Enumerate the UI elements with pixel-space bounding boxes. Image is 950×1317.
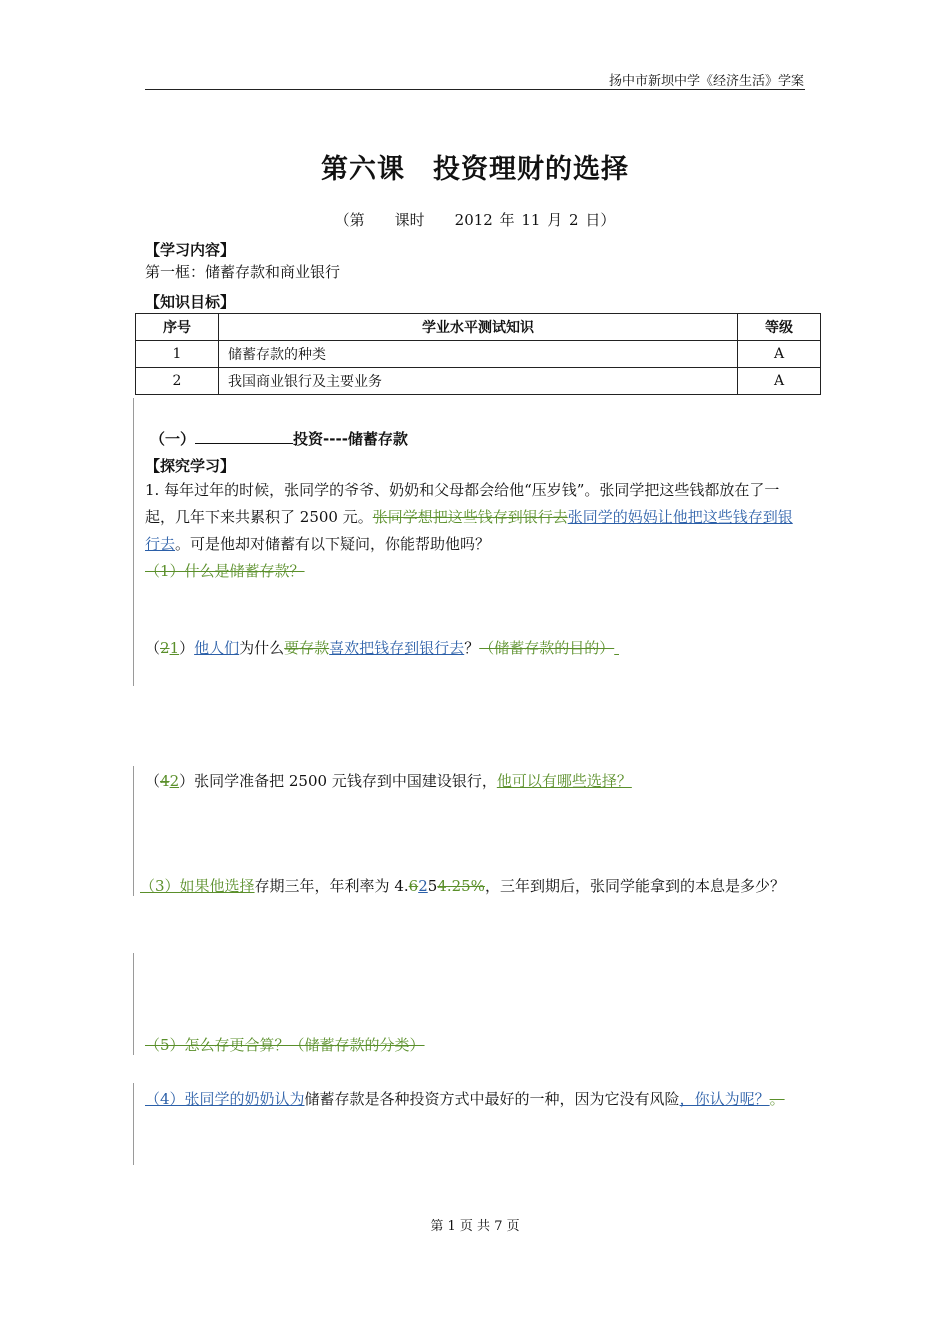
table-cell-topic: 我国商业银行及主要业务 — [219, 368, 738, 395]
qf-inserted-tail: ，你认为呢？ — [679, 1090, 770, 1108]
question-c — [145, 768, 632, 795]
change-bar — [133, 1083, 134, 1165]
qf-text: 储蓄存款是各种投资方式中最好的一种，因为它没有风险 — [304, 1090, 680, 1108]
lesson-subtitle: （第 课时 2012 年 11 月 2 日） — [334, 211, 616, 229]
change-bar — [133, 398, 134, 686]
qb-inserted-tail — [614, 639, 619, 657]
table-cell-no: 2 — [136, 368, 219, 395]
qb-inserted-num: 1 — [169, 639, 180, 657]
question-1 — [145, 477, 807, 558]
table-header-no: 序号 — [136, 314, 219, 341]
part1-prefix: （一） — [150, 430, 196, 448]
question-a — [145, 558, 305, 585]
table-header-topic: 学业水平测试知识 — [219, 314, 738, 341]
question-f — [145, 1086, 807, 1113]
table-row — [136, 368, 821, 395]
section-content-line: 第一框：储蓄存款和商业银行 — [145, 263, 341, 281]
q1-inserted-text: 张同学的妈妈让他把这些钱存到银行去 — [145, 508, 793, 553]
table-header-row — [136, 314, 821, 341]
q1-text: 1. 每年过年的时候，张同学的爷爷、奶奶和父母都会给他“压岁钱”。张同学把这些钱都放在了一起，几年下来共累积了 2500 元。 — [145, 481, 780, 526]
question-b — [145, 635, 619, 662]
qd-inserted-digit: 2 — [418, 877, 428, 895]
table-cell-no: 1 — [136, 341, 219, 368]
qb-open: （ — [145, 639, 161, 657]
qc-deleted-num: 4 — [160, 772, 170, 790]
question-d — [140, 873, 807, 900]
section-heading-goals: 【知识目标】 — [145, 293, 236, 311]
q1-text-end: 。可是他却对储蓄有以下疑问，你能帮助他吗？ — [175, 535, 491, 553]
qd-deleted-digit: 6 — [408, 877, 419, 895]
page-footer: 第 1 页 共 7 页 — [430, 1219, 520, 1234]
knowledge-goals-table — [135, 313, 821, 395]
part1-heading — [150, 428, 408, 449]
qd-text: 存期三年，年利率为 4. — [254, 877, 409, 895]
qb-question-mark: ？ — [464, 639, 480, 657]
section-heading-explore: 【探究学习】 — [145, 457, 236, 475]
qd-text-end: ，三年到期后，张同学能拿到的本息是多少？ — [484, 877, 785, 895]
fill-blank[interactable] — [195, 429, 293, 444]
lesson-title: 第六课 投资理财的选择 — [321, 154, 629, 185]
qb-close: ） — [179, 639, 195, 657]
qd-inserted-lead: （3）如果他选择 — [140, 877, 255, 895]
part1-suffix: 投资----储蓄存款 — [293, 430, 408, 448]
header-rule — [145, 89, 805, 90]
q1-deleted-text: 张同学想把这些钱存到银行去 — [372, 508, 568, 526]
table-cell-level: A — [738, 341, 821, 368]
qb-inserted-who: 他人们 — [194, 639, 240, 657]
change-bar — [133, 953, 134, 1055]
table-cell-topic: 储蓄存款的种类 — [219, 341, 738, 368]
page-header: 扬中市新坝中学《经济生活》学案 — [608, 74, 804, 89]
qd-deleted-rate: 4.25% — [437, 877, 485, 895]
qa-deleted-text: （1）什么是储蓄存款？ — [145, 562, 305, 580]
qc-open: （ — [145, 772, 161, 790]
qb-deleted-note: （储蓄存款的目的） — [479, 639, 615, 657]
section-heading-content: 【学习内容】 — [145, 241, 236, 259]
qf-deleted-tail: 。 — [769, 1090, 785, 1108]
table-row — [136, 341, 821, 368]
qd-digit: 5 — [427, 877, 438, 895]
qb-text: 为什么 — [239, 639, 285, 657]
qe-deleted-text: （5）怎么存更合算？（储蓄存款的分类） — [145, 1036, 425, 1054]
table-cell-level: A — [738, 368, 821, 395]
table-header-level: 等级 — [738, 314, 821, 341]
question-e — [145, 1032, 425, 1059]
change-bar — [133, 766, 134, 896]
qb-deleted-verb: 要存款 — [284, 639, 330, 657]
qf-inserted-lead: （4）张同学的奶奶认为 — [145, 1090, 305, 1108]
qc-inserted-num: 2 — [169, 772, 180, 790]
qc-inserted-question: 他可以有哪些选择？ — [496, 772, 632, 790]
qb-deleted-num: 2 — [160, 639, 170, 657]
qb-inserted-verb: 喜欢把钱存到银行去 — [329, 639, 465, 657]
qc-text: ）张同学准备把 2500 元钱存到中国建设银行， — [179, 772, 497, 790]
